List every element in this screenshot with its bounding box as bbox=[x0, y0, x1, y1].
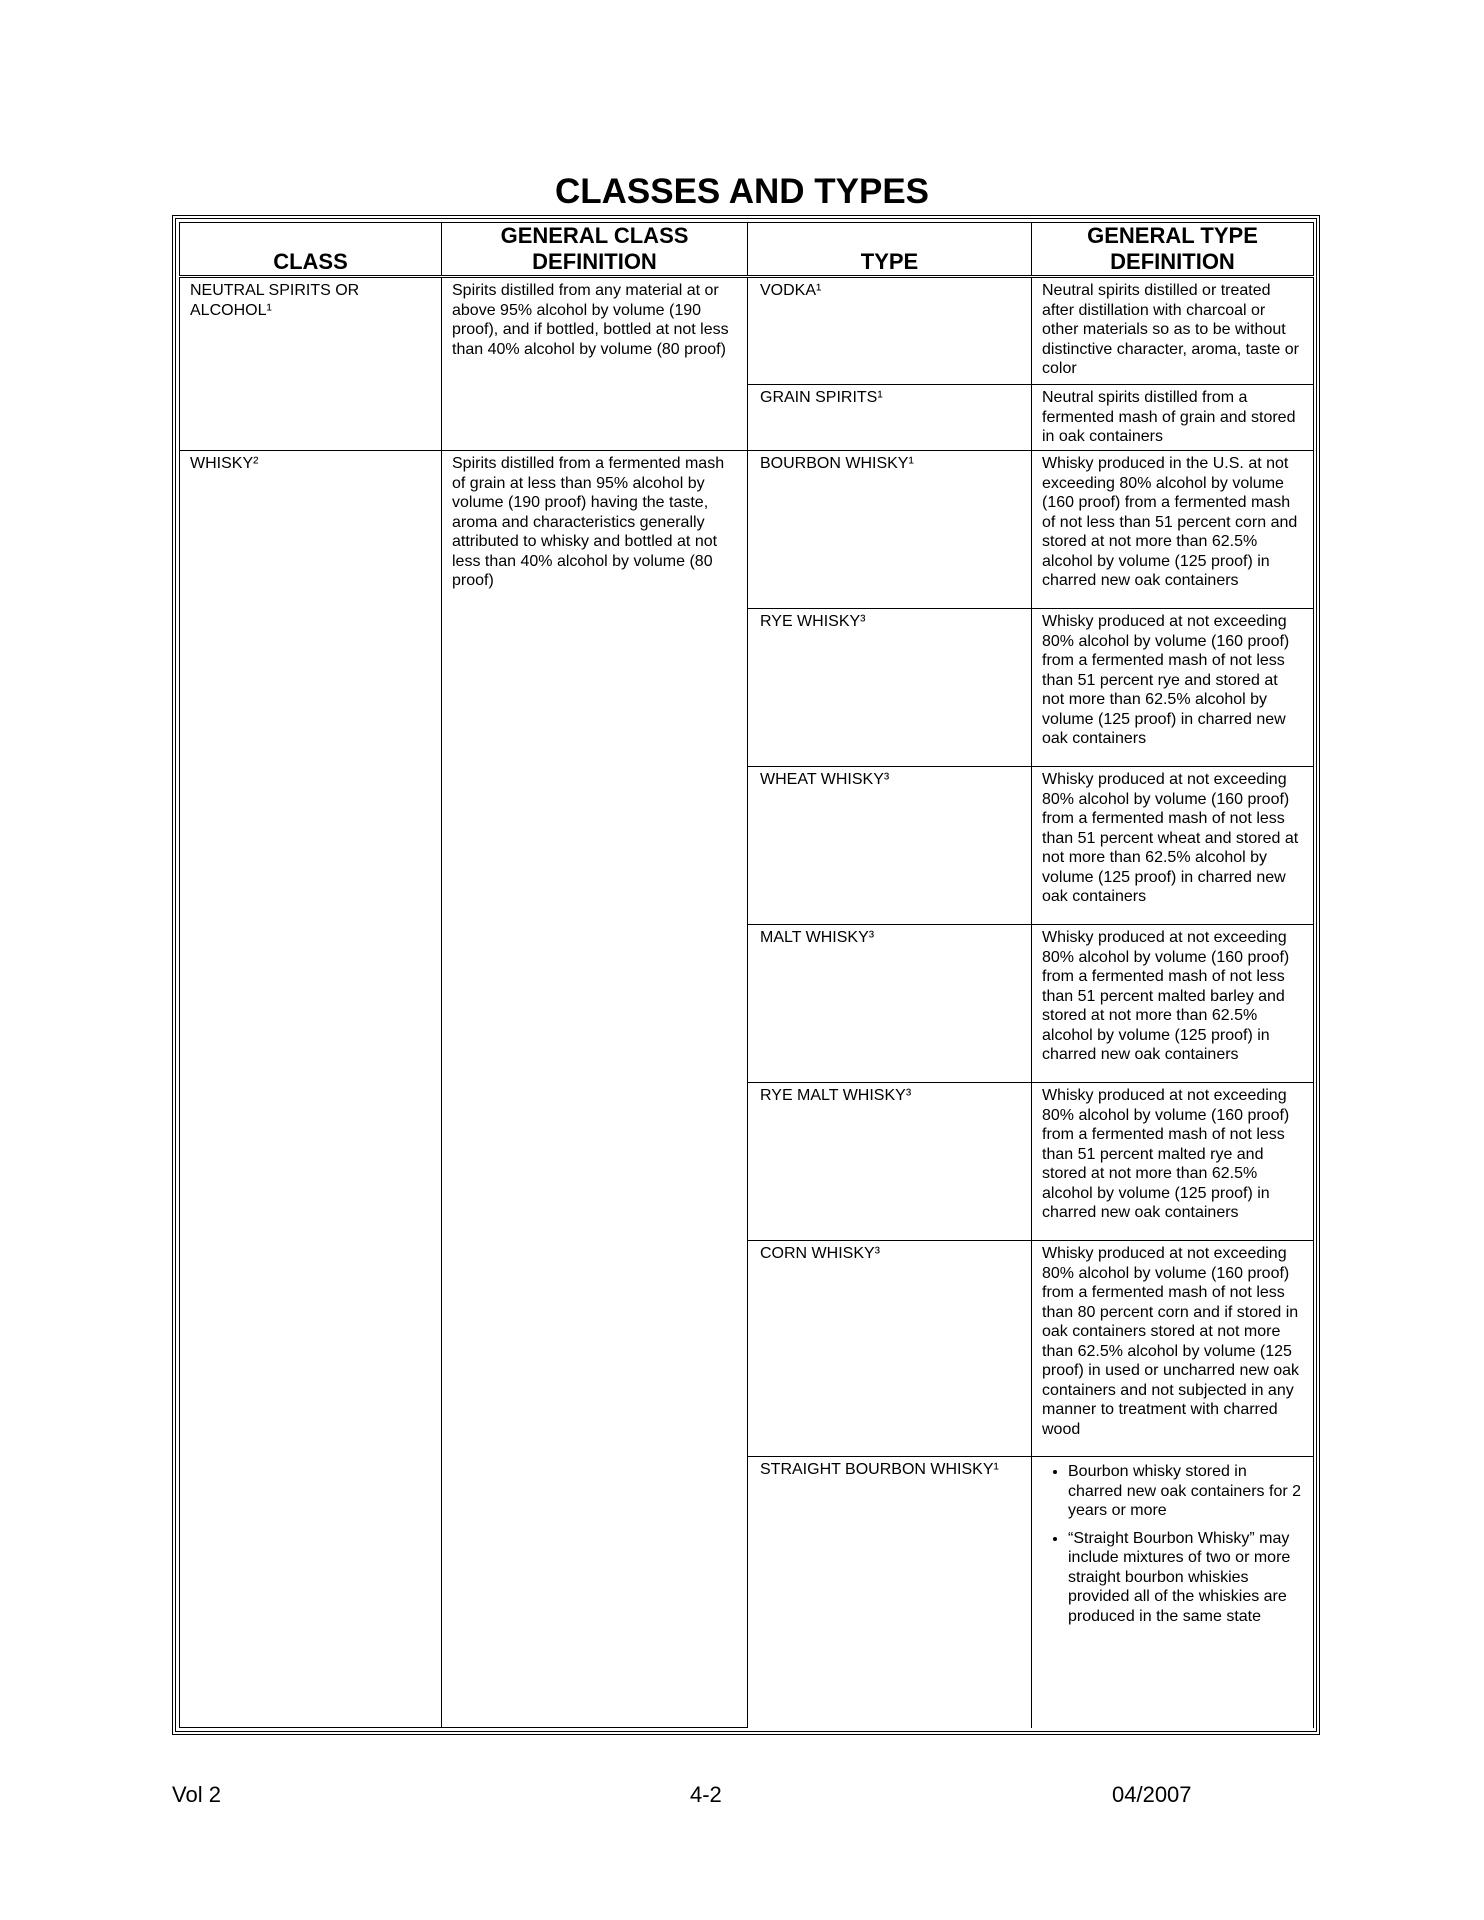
type-cell: VODKA¹ bbox=[748, 277, 1032, 385]
type-cell: GRAIN SPIRITS¹ bbox=[748, 385, 1032, 451]
type-cell: RYE MALT WHISKY³ bbox=[748, 1083, 1032, 1241]
footer-volume: Vol 2 bbox=[172, 1782, 221, 1807]
type-cell: CORN WHISKY³ bbox=[748, 1241, 1032, 1457]
type-cell: STRAIGHT BOURBON WHISKY¹ bbox=[748, 1457, 1032, 1728]
classes-types-table-frame bbox=[172, 215, 1320, 1735]
table-row bbox=[180, 277, 1314, 385]
bullet-item: • “Straight Bourbon Whisky” may include mixtures of two or more straight bourbon whiskies provided all of the whiskies are produced in the same state bbox=[1068, 1529, 1303, 1627]
type-cell: MALT WHISKY³ bbox=[748, 925, 1032, 1083]
type-definition-cell: Whisky produced at not exceeding 80% alcohol by volume (160 proof) from a fermented mash of not less than 51 percent malted barley and stored at not more than 62.5% alcohol by volume (125 proof) in charred new oak containers bbox=[1032, 925, 1314, 1083]
header-class-definition: GENERAL CLASS DEFINITION bbox=[442, 223, 748, 277]
type-cell: RYE WHISKY³ bbox=[748, 609, 1032, 767]
footer-page-number: 4-2 bbox=[690, 1782, 722, 1807]
type-definition-cell: Neutral spirits distilled from a fermented mash of grain and stored in oak containers bbox=[1032, 385, 1314, 451]
class-definition-cell: Spirits distilled from any material at or above 95% alcohol by volume (190 proof), and if bottled, bottled at not less than 40% alcohol by volume (80 proof) bbox=[442, 277, 748, 451]
class-cell: WHISKY² bbox=[180, 451, 442, 1728]
class-cell: NEUTRAL SPIRITS OR ALCOHOL¹ bbox=[180, 277, 442, 451]
header-row bbox=[180, 223, 1314, 277]
footer-date: 04/2007 bbox=[1112, 1782, 1192, 1807]
classes-types-table bbox=[179, 222, 1314, 1728]
type-cell: BOURBON WHISKY¹ bbox=[748, 451, 1032, 609]
table-row bbox=[180, 451, 1314, 609]
type-definition-cell: Whisky produced at not exceeding 80% alcohol by volume (160 proof) from a fermented mash of not less than 51 percent malted rye and stored at not more than 62.5% alcohol by volume (125 proof) in charred new oak containers bbox=[1032, 1083, 1314, 1241]
page-title: CLASSES AND TYPES bbox=[554, 172, 930, 211]
type-definition-cell: Whisky produced in the U.S. at not exceeding 80% alcohol by volume (160 proof) from a fermented mash of not less than 51 percent corn and stored at not more than 62.5% alcohol by volume (125 proof) in charred new oak containers bbox=[1032, 451, 1314, 609]
bullet-list bbox=[1042, 1462, 1303, 1626]
type-definition-cell bbox=[1032, 1457, 1314, 1728]
class-definition-cell: Spirits distilled from a fermented mash of grain at less than 95% alcohol by volume (190 proof) having the taste, aroma and characteristics generally attributed to whisky and bottled at not less than 40% alcohol by volume (80 proof) bbox=[442, 451, 748, 1728]
type-definition-cell: Whisky produced at not exceeding 80% alcohol by volume (160 proof) from a fermented mash of not less than 80 percent corn and if stored in oak containers stored at not more than 62.5% alcohol by volume (125 proof) in used or uncharred new oak containers and not subjected in any manner to treatment with charred wood bbox=[1032, 1241, 1314, 1457]
header-class: CLASS bbox=[180, 223, 442, 277]
type-cell: WHEAT WHISKY³ bbox=[748, 767, 1032, 925]
type-definition-cell: Whisky produced at not exceeding 80% alcohol by volume (160 proof) from a fermented mash of not less than 51 percent wheat and stored at not more than 62.5% alcohol by volume (125 proof) in charred new oak containers bbox=[1032, 767, 1314, 925]
header-type: TYPE bbox=[748, 223, 1032, 277]
type-definition-cell: Whisky produced at not exceeding 80% alcohol by volume (160 proof) from a fermented mash of not less than 51 percent rye and stored at not more than 62.5% alcohol by volume (125 proof) in charred new oak containers bbox=[1032, 609, 1314, 767]
bullet-item: • Bourbon whisky stored in charred new oak containers for 2 years or more bbox=[1068, 1462, 1303, 1521]
header-type-definition: GENERAL TYPE DEFINITION bbox=[1032, 223, 1314, 277]
type-definition-cell: Neutral spirits distilled or treated after distillation with charcoal or other materials so as to be without distinctive character, aroma, taste or color bbox=[1032, 277, 1314, 385]
